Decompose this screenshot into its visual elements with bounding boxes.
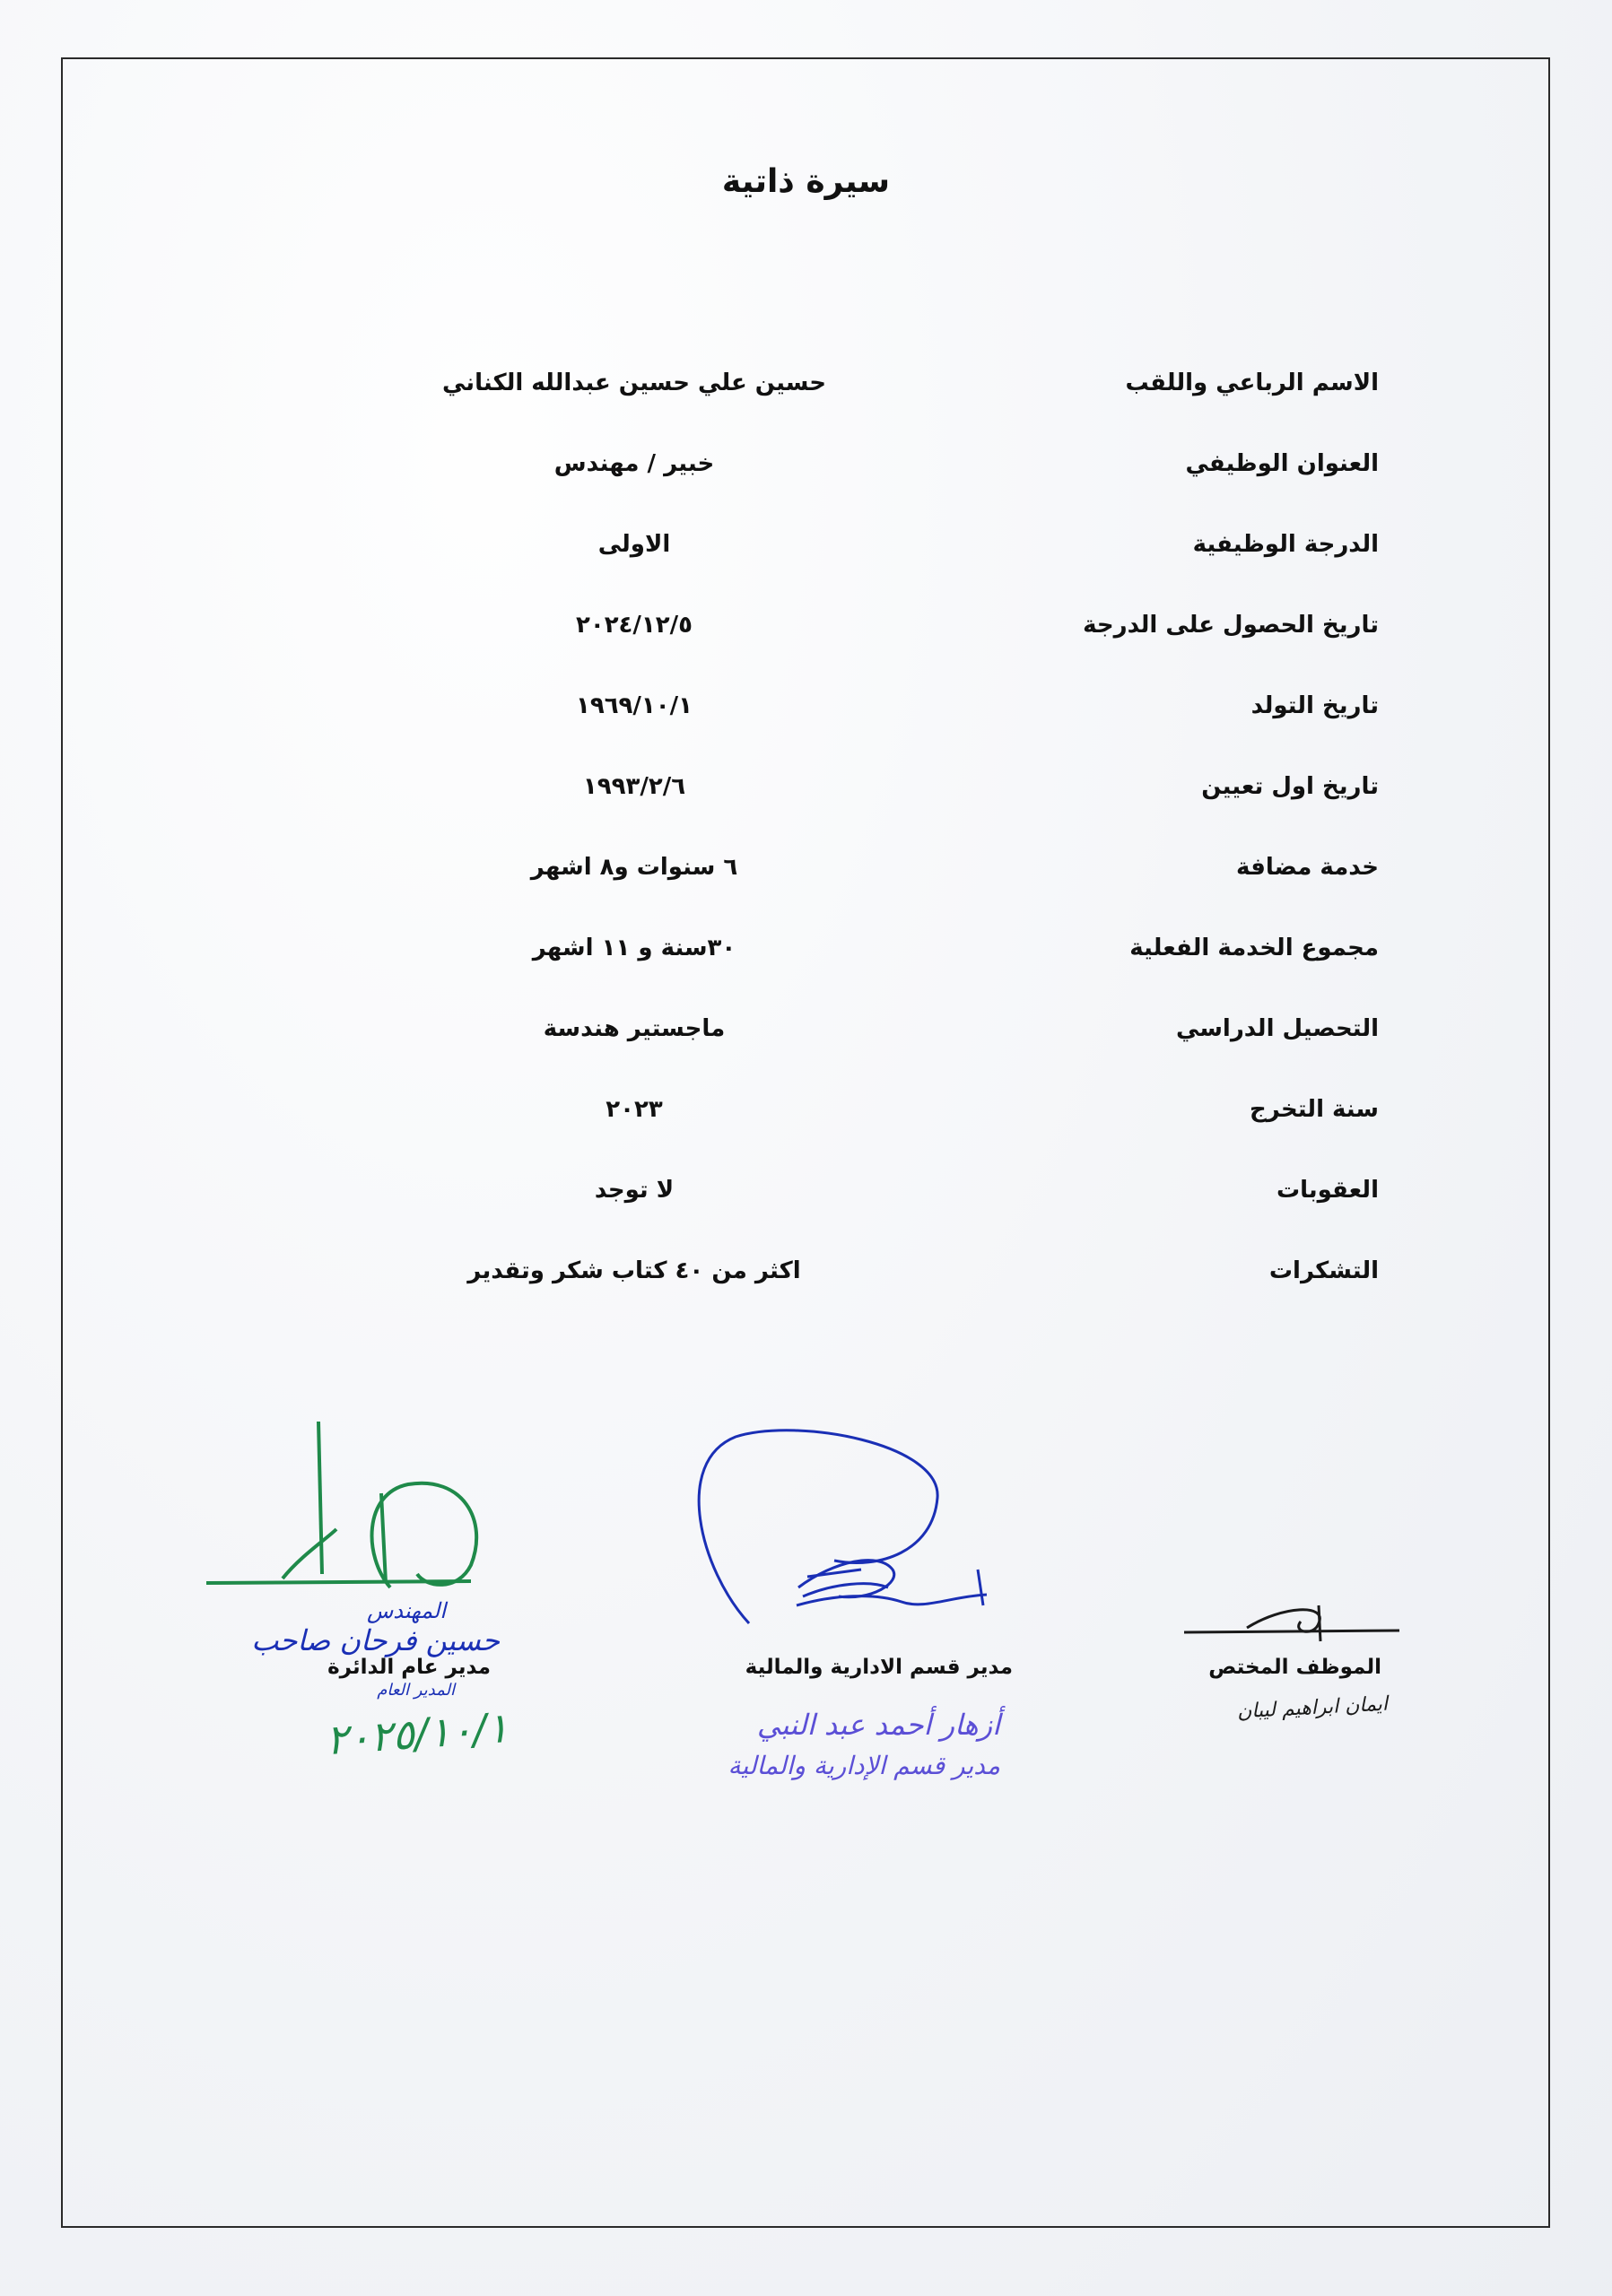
field-value: اكثر من ٤٠ كتاب شكر وتقدير [467, 1257, 801, 1284]
general-manager-sign-title: مدير عام الدائرة [327, 1656, 491, 1679]
field-value: لا توجد [594, 1177, 675, 1204]
field-label: تاريخ التولد [1250, 692, 1379, 719]
field-row-graduation-year [0, 1096, 1612, 1141]
field-value: ١٩٦٩/١٠/١ [575, 692, 693, 719]
field-label: التحصيل الدراسي [1176, 1015, 1379, 1042]
general-manager-signature [202, 1422, 489, 1601]
admin-manager-sign-title: مدير قسم الادارية والمالية [745, 1656, 1013, 1679]
field-value: ٦ سنوات و٨ اشهر [530, 854, 738, 881]
general-manager-stamp-prefix: المهندس [366, 1598, 446, 1623]
field-label: العنوان الوظيفي [1185, 450, 1379, 477]
employee-handwritten-name: ايمان ابراهيم ليبان [1236, 1692, 1389, 1724]
field-value: ٣٠سنة و ١١ اشهر [532, 935, 736, 961]
field-row-job-title [0, 450, 1612, 495]
field-row-total-service [0, 935, 1612, 979]
field-label: الاسم الرباعي واللقب [1125, 370, 1379, 396]
admin-manager-stamp-name: أزهار أحمد عبد النبي [756, 1708, 1000, 1742]
general-manager-stamp-name: حسين فرحان صاحب [251, 1623, 500, 1657]
field-value: ١٩٩٣/٢/٦ [582, 773, 686, 800]
field-label: الدرجة الوظيفية [1192, 531, 1379, 558]
field-label: العقوبات [1276, 1177, 1379, 1204]
field-label: خدمة مضافة [1236, 854, 1379, 881]
field-row-penalties [0, 1177, 1612, 1222]
field-row-added-service [0, 854, 1612, 899]
field-row-commendations [0, 1257, 1612, 1302]
admin-manager-stamp-title: مدير قسم الإدارية والمالية [728, 1751, 1000, 1780]
field-value: حسين علي حسين عبدالله الكناني [442, 370, 826, 396]
field-value: ٢٠٢٣ [606, 1096, 663, 1123]
field-value: الاولى [597, 531, 671, 558]
field-row-grade [0, 531, 1612, 576]
field-label: التشكرات [1268, 1257, 1379, 1284]
field-label: تاريخ اول تعيين [1201, 773, 1379, 800]
field-value: ٢٠٢٤/١٢/٥ [575, 612, 693, 639]
employee-sign-title: الموظف المختص [1208, 1656, 1381, 1679]
field-row-full-name [0, 370, 1612, 414]
field-label: مجموع الخدمة الفعلية [1129, 935, 1379, 961]
field-row-first-appointment [0, 773, 1612, 818]
employee-signature [1184, 1587, 1417, 1650]
field-row-birth-date [0, 692, 1612, 737]
field-value: ماجستير هندسة [543, 1015, 726, 1042]
field-label: سنة التخرج [1250, 1096, 1379, 1123]
general-manager-handwritten-date: ٢٠٢٥/١٠/١ [324, 1702, 510, 1765]
general-manager-stamp-title: المدير العام [377, 1681, 455, 1700]
field-row-education [0, 1015, 1612, 1060]
admin-manager-signature [682, 1426, 1014, 1641]
field-row-grade-date [0, 612, 1612, 657]
document-title: سيرة ذاتية [721, 163, 891, 200]
field-value: خبير / مهندس [553, 450, 715, 477]
field-label: تاريخ الحصول على الدرجة [1083, 612, 1379, 639]
